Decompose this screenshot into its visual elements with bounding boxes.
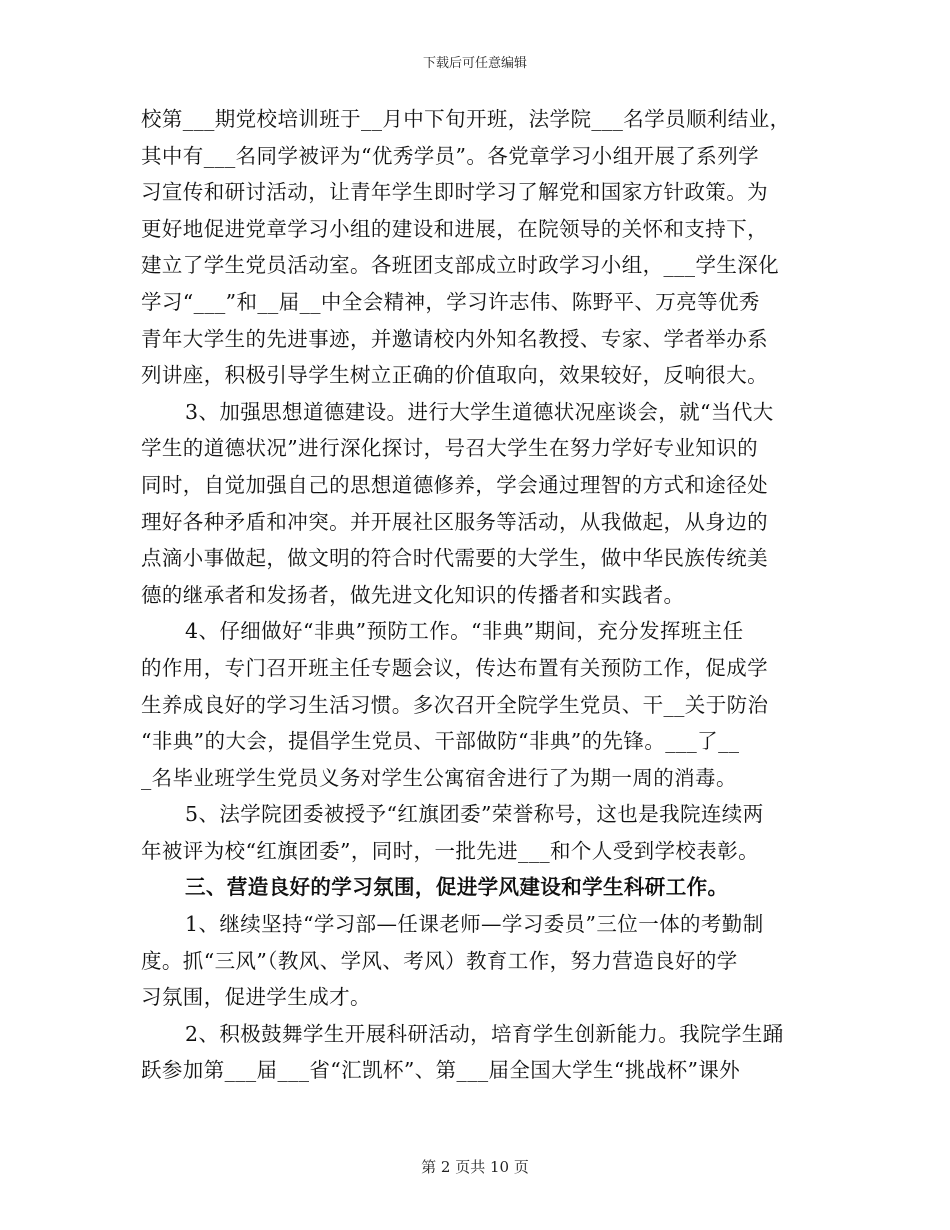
page-footer: 第 2 页共 10 页 (421, 1158, 529, 1176)
text-line-1: 校第___期党校培训班于__月中下旬开班，法学院___名学员顺利结业， (141, 107, 791, 131)
text-line-14: 德的继承者和发扬者，做先进文化知识的传播者和实践者。 (141, 582, 685, 607)
text-line-10: 学生的道德状况”进行深化探讨，号召大学生在努力学好专业知识的 (141, 436, 758, 461)
page-header: 下载后可任意编辑 (422, 56, 527, 71)
text-line-17: 生养成良好的学习生活习惯。多次召开全院学生党员、干__关于防治 (141, 692, 769, 717)
text-line-2: 其中有___名同学被评为“优秀学员”。各党章学习小组开展了系列学 (141, 143, 760, 168)
text-line-5: 建立了学生党员活动室。各班团支部成立时政学习小组，___学生深化 (141, 253, 780, 278)
text-line-16: 的作用，专门召开班主任专题会议，传达布置有关预防工作，促成学 (141, 655, 768, 680)
text-line-6: 学习“___”和__届__中全会精神，学习许志伟、陈野平、万亮等优秀 (141, 289, 760, 314)
text-line-8: 列讲座，积极引导学生树立正确的价值取向，效果较好，反响很大。 (141, 363, 768, 388)
text-line-12: 理好各种矛盾和冲突。并开展社区服务等活动，从我做起，从身边的 (141, 509, 768, 534)
text-line-18: “非典”的大会，提倡学生党员、干部做防“非典”的先锋。___了__ (141, 729, 740, 754)
section-heading: 三、营造良好的学习氛围，促进学风建设和学生科研工作。 (185, 875, 729, 900)
text-line-15: 4、仔细做好“非典”预防工作。“非典”期间，充分发挥班主任 (185, 619, 744, 644)
text-line-27: 跃参加第___届___省“汇凯杯”、第___届全国大学生“挑战杯”课外 (141, 1058, 741, 1083)
text-line-3: 习宣传和研讨活动，让青年学生即时学习了解党和国家方针政策。为 (141, 180, 768, 205)
text-line-23: 1、继续坚持“学习部—任课老师—学习委员”三位一体的考勤制 (185, 912, 764, 937)
text-line-7: 青年大学生的先进事迹，并邀请校内外知名教授、专家、学者举办系 (141, 326, 768, 351)
text-line-13: 点滴小事做起，做文明的符合时代需要的大学生，做中华民族传统美 (141, 546, 768, 571)
text-line-26: 2、积极鼓舞学生开展科研活动，培育学生创新能力。我院学生踊 (185, 1021, 784, 1046)
text-line-20: 5、法学院团委被授予“红旗团委”荣誉称号，这也是我院连续两 (185, 802, 764, 827)
document-body (141, 101, 811, 1089)
text-line-24: 度。抓“三风”（教风、学风、考风）教育工作，努力营造良好的学 (141, 948, 738, 973)
text-line-4: 更好地促进党章学习小组的建设和进展，在院领导的关怀和支持下， (141, 216, 768, 241)
text-line-21: 年被评为校“红旗团委”，同时，一批先进___和个人受到学校表彰。 (141, 838, 760, 863)
text-line-11: 同时，自觉加强自己的思想道德修养，学会通过理智的方式和途径处 (141, 472, 768, 497)
text-line-25: 习氛围，促进学生成才。 (141, 985, 371, 1010)
text-line-9: 3、加强思想道德建设。进行大学生道德状况座谈会，就“当代大 (185, 399, 774, 424)
text-line-19: _名毕业班学生党员义务对学生公寓宿舍进行了为期一周的消毒。 (141, 765, 737, 790)
